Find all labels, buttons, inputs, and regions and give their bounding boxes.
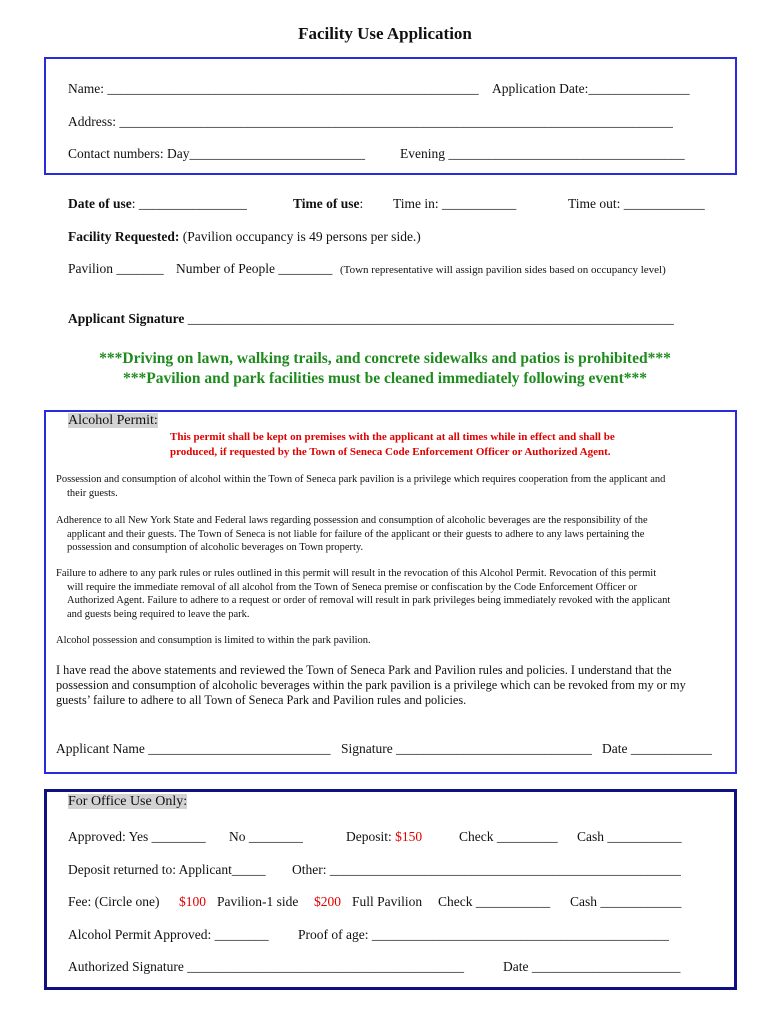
date-of-use-blank: : ________________ (131, 196, 247, 211)
fee-100-description: Pavilion-1 side (217, 894, 299, 909)
applicant-signature-field[interactable] (68, 311, 674, 327)
alcohol-permit-heading: Alcohol Permit: (68, 413, 158, 428)
alcohol-paragraph-limited: Alcohol possession and consumption is limited to within the park pavilion. (56, 635, 371, 646)
alcohol-signature-field[interactable]: Signature _____________________________ (341, 741, 592, 756)
deposit-label: Deposit: $150 (346, 829, 423, 844)
fee-check-field[interactable]: Check ___________ (438, 894, 551, 909)
fee-200-description: Full Pavilion (352, 894, 423, 909)
fee-100-option[interactable]: $100 (179, 894, 206, 909)
fee-cash-field[interactable]: Cash ____________ (570, 894, 682, 909)
authorized-date-field[interactable]: Date ______________________ (503, 959, 681, 974)
fee-200-option[interactable]: $200 (314, 894, 341, 909)
office-use-heading: For Office Use Only: (68, 794, 188, 809)
date-of-use-label: Date of use (68, 196, 132, 211)
applicant-signature-line: ________________________________________________________________________ (184, 311, 674, 326)
notice-cleanup: ***Pavilion and park facilities must be cleaned immediately following event*** (123, 370, 647, 387)
contact-day-field[interactable]: Contact numbers: Day__________________________ (68, 146, 365, 161)
fee-label: Fee: (Circle one) (68, 894, 160, 909)
alcohol-permit-approved-field[interactable]: Alcohol Permit Approved: ________ (68, 927, 269, 942)
alcohol-paragraph-revocation: Failure to adhere to any park rules or rules outlined in this permit will result in the revocation of this Alcohol Permit. Revocation of this permit will require the immediate removal of all alcohol from the Town of Seneca premise or confiscation by the Code Enforcement Officer or Authorized Agent. Failure to adhere to a request or order of removal will result in park privileges being immediately revoked with the applicant and guests being required to leave the park. (56, 568, 671, 620)
alcohol-applicant-name-field[interactable]: Applicant Name ___________________________ (56, 741, 331, 756)
facility-requested (68, 229, 421, 245)
alcohol-permit-warning-line2: produced, if requested by the Town of Seneca Code Enforcement Officer or Authorized Agent. (170, 446, 611, 458)
facility-occupancy-note: (Pavilion occupancy is 49 persons per side.) (179, 229, 421, 244)
alcohol-paragraph-privilege: Possession and consumption of alcohol within the Town of Seneca park pavilion is a privilege which requires cooperation from the applicant and their guests. (56, 474, 666, 499)
alcohol-acknowledgement: I have read the above statements and reviewed the Town of Seneca Park and Pavilion rules and policies. I understand that the possession and consumption of alcoholic beverages within the park pavilion is a privilege which can be revoked from my or my guests’ failure to adhere to all Town of Seneca Park and Pavilion rules and policies. (56, 663, 686, 707)
time-of-use-label: Time of use: (293, 196, 364, 211)
application-date-field[interactable]: Application Date:_______________ (492, 81, 690, 96)
number-of-people-field[interactable]: Number of People ________ (176, 261, 333, 276)
date-of-use-field[interactable] (68, 196, 247, 212)
alcohol-permit-warning-line1: This permit shall be kept on premises with the applicant at all times while in effect and shall be (170, 431, 615, 443)
time-in-field[interactable]: Time in: ___________ (393, 196, 517, 211)
contact-evening-field[interactable]: Evening ___________________________________ (400, 146, 685, 161)
deposit-amount: $150 (395, 829, 423, 844)
pavilion-field[interactable]: Pavilion _______ (68, 261, 164, 276)
deposit-returned-field[interactable]: Deposit returned to: Applicant_____ (68, 862, 266, 877)
approved-yes-field[interactable]: Approved: Yes ________ (68, 829, 206, 844)
name-field[interactable]: Name: _______________________________________________________ (68, 81, 479, 96)
applicant-signature-label: Applicant Signature (68, 311, 185, 326)
page-title: Facility Use Application (298, 24, 472, 43)
alcohol-paragraph-laws: Adherence to all New York State and Federal laws regarding possession and consumption of alcoholic beverages are the responsibility of the applicant and their guests. The Town of Seneca is not liable for failure of the applicant or their guests to adhere to any laws pertaining the possession and consumption of alcoholic beverages on Town property. (56, 515, 648, 553)
facility-requested-label: Facility Requested: (68, 229, 180, 244)
deposit-check-field[interactable]: Check _________ (459, 829, 558, 844)
authorized-signature-field[interactable]: Authorized Signature _________________________________________ (68, 959, 464, 974)
proof-of-age-field[interactable]: Proof of age: ____________________________________________ (298, 927, 669, 942)
time-out-field[interactable]: Time out: ____________ (568, 196, 705, 211)
address-field[interactable]: Address: __________________________________________________________________________________ (68, 114, 673, 129)
alcohol-date-field[interactable]: Date ____________ (602, 741, 712, 756)
approved-no-field[interactable]: No ________ (229, 829, 303, 844)
notice-driving-prohibited: ***Driving on lawn, walking trails, and concrete sidewalks and patios is prohibited*** (99, 350, 671, 367)
deposit-cash-field[interactable]: Cash ___________ (577, 829, 682, 844)
deposit-returned-other-field[interactable]: Other: ____________________________________________________ (292, 862, 681, 877)
pavilion-assignment-note: (Town representative will assign pavilion sides based on occupancy level) (340, 264, 666, 276)
